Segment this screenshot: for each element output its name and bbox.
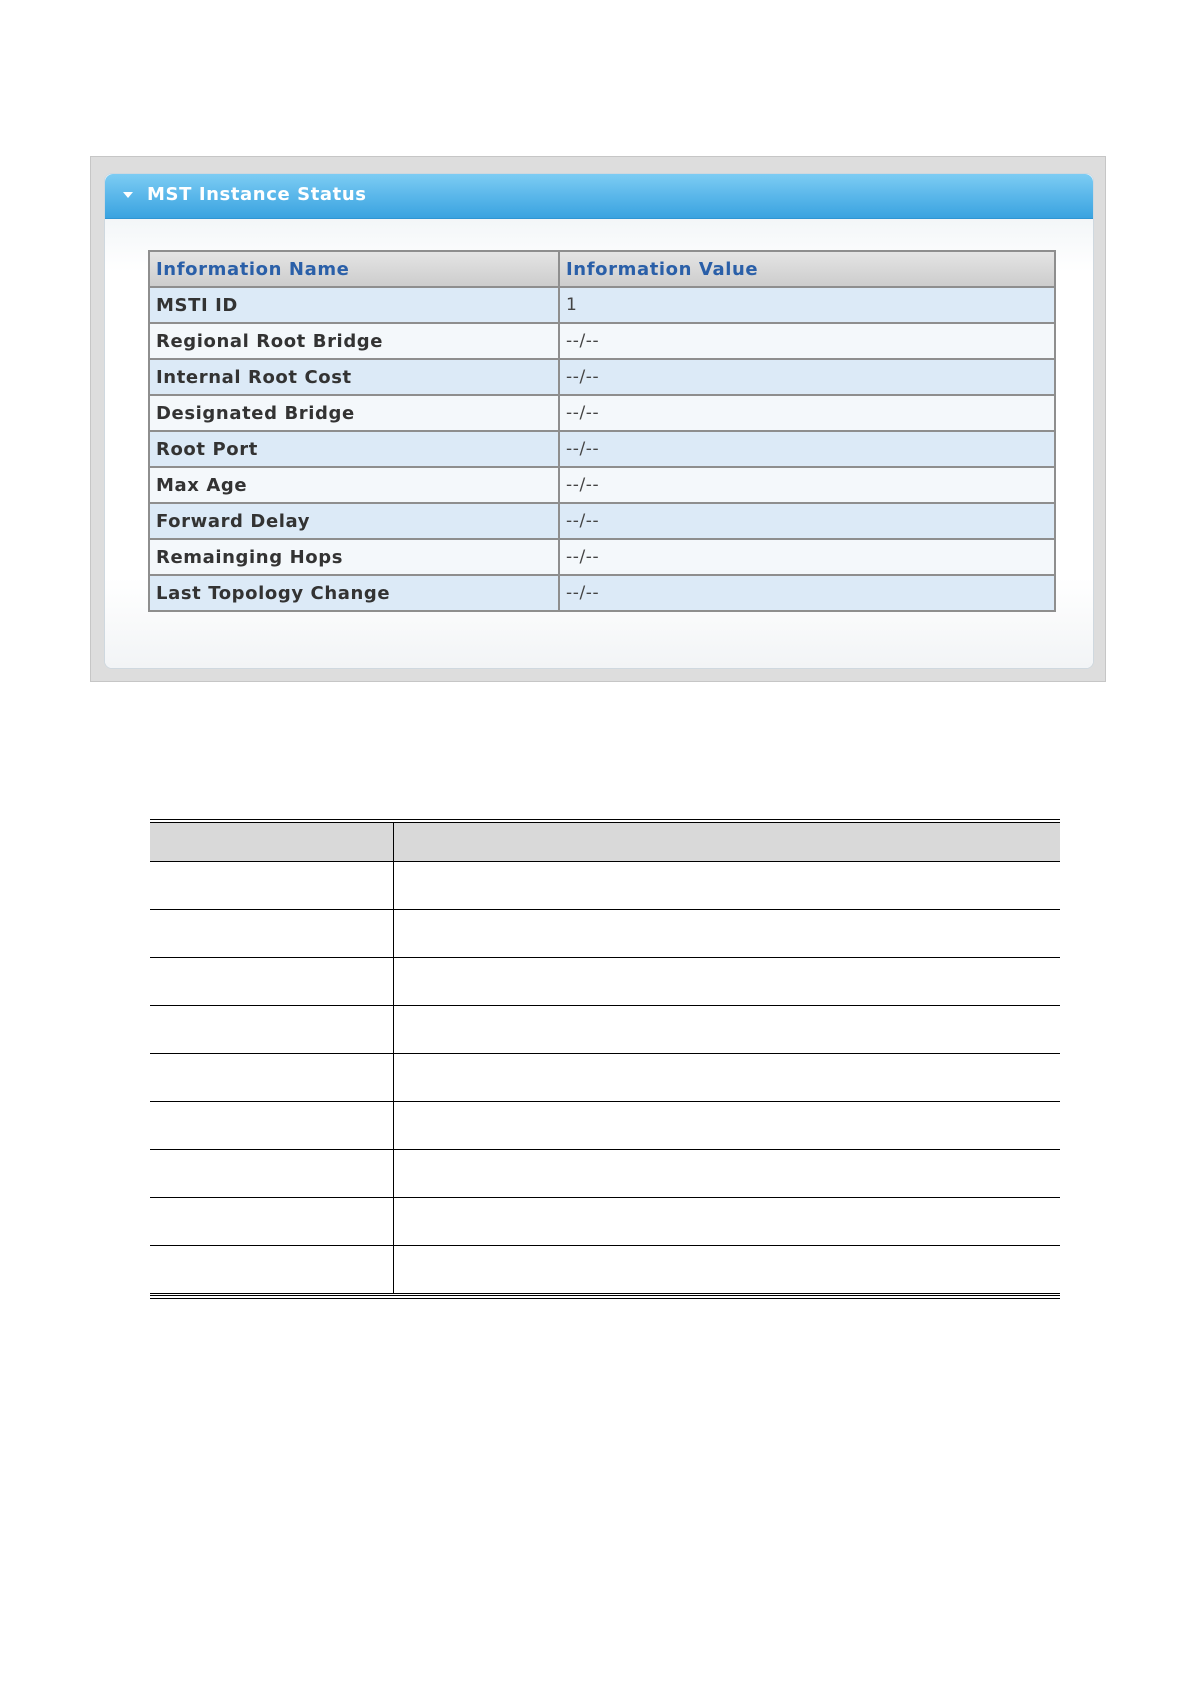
info-value-cell: --/--	[559, 323, 1055, 359]
info-value-cell: --/--	[559, 575, 1055, 611]
desc-description-cell	[393, 957, 1060, 1005]
desc-object-cell	[150, 861, 393, 909]
info-value-cell: --/--	[559, 431, 1055, 467]
table-row	[150, 1101, 1060, 1149]
column-header-information-name: Information Name	[149, 251, 559, 287]
table-row	[150, 1149, 1060, 1197]
info-value-cell: --/--	[559, 467, 1055, 503]
table-row	[149, 431, 1055, 467]
screenshot-frame	[90, 156, 1106, 682]
mst-instance-status-panel	[104, 173, 1094, 669]
info-name-cell: Regional Root Bridge	[149, 323, 559, 359]
desc-object-cell	[150, 1005, 393, 1053]
table-row	[149, 503, 1055, 539]
info-name-cell: Forward Delay	[149, 503, 559, 539]
desc-description-cell	[393, 1101, 1060, 1149]
desc-object-cell	[150, 1197, 393, 1245]
info-name-cell: Designated Bridge	[149, 395, 559, 431]
panel-title: MST Instance Status	[147, 184, 367, 205]
desc-header-description	[393, 823, 1060, 861]
info-value-cell: --/--	[559, 359, 1055, 395]
desc-object-cell	[150, 957, 393, 1005]
info-value-cell: 1	[559, 287, 1055, 323]
desc-object-cell	[150, 909, 393, 957]
table-row	[149, 395, 1055, 431]
table-row	[150, 1245, 1060, 1293]
caret-down-icon[interactable]	[123, 192, 133, 198]
column-header-information-value: Information Value	[559, 251, 1055, 287]
desc-object-cell	[150, 1053, 393, 1101]
desc-table-bottom-rule	[150, 1295, 1060, 1299]
desc-object-cell	[150, 1149, 393, 1197]
table-row	[150, 1053, 1060, 1101]
desc-object-cell	[150, 1101, 393, 1149]
desc-object-cell	[150, 1245, 393, 1293]
desc-header-object	[150, 823, 393, 861]
table-row	[149, 467, 1055, 503]
info-value-cell: --/--	[559, 539, 1055, 575]
info-value-cell: --/--	[559, 503, 1055, 539]
info-value-cell: --/--	[559, 395, 1055, 431]
desc-description-cell	[393, 1197, 1060, 1245]
table-row	[149, 575, 1055, 611]
table-row	[150, 861, 1060, 909]
desc-description-cell	[393, 1149, 1060, 1197]
table-row	[150, 909, 1060, 957]
desc-description-cell	[393, 909, 1060, 957]
object-description-table	[150, 823, 1060, 1294]
desc-description-cell	[393, 1005, 1060, 1053]
info-name-cell: Remainging Hops	[149, 539, 559, 575]
info-name-cell: Last Topology Change	[149, 575, 559, 611]
desc-description-cell	[393, 1245, 1060, 1293]
table-row	[149, 359, 1055, 395]
table-row	[149, 323, 1055, 359]
desc-description-cell	[393, 1053, 1060, 1101]
info-name-cell: Max Age	[149, 467, 559, 503]
table-row	[150, 957, 1060, 1005]
table-row	[149, 287, 1055, 323]
desc-table-header-row	[150, 823, 1060, 861]
desc-description-cell	[393, 861, 1060, 909]
table-row	[150, 1005, 1060, 1053]
info-name-cell: Root Port	[149, 431, 559, 467]
table-row	[149, 539, 1055, 575]
info-name-cell: MSTI ID	[149, 287, 559, 323]
table-row	[150, 1197, 1060, 1245]
info-name-cell: Internal Root Cost	[149, 359, 559, 395]
panel-header[interactable]	[105, 174, 1093, 219]
mst-instance-status-table	[148, 250, 1056, 612]
table-header-row	[149, 251, 1055, 287]
